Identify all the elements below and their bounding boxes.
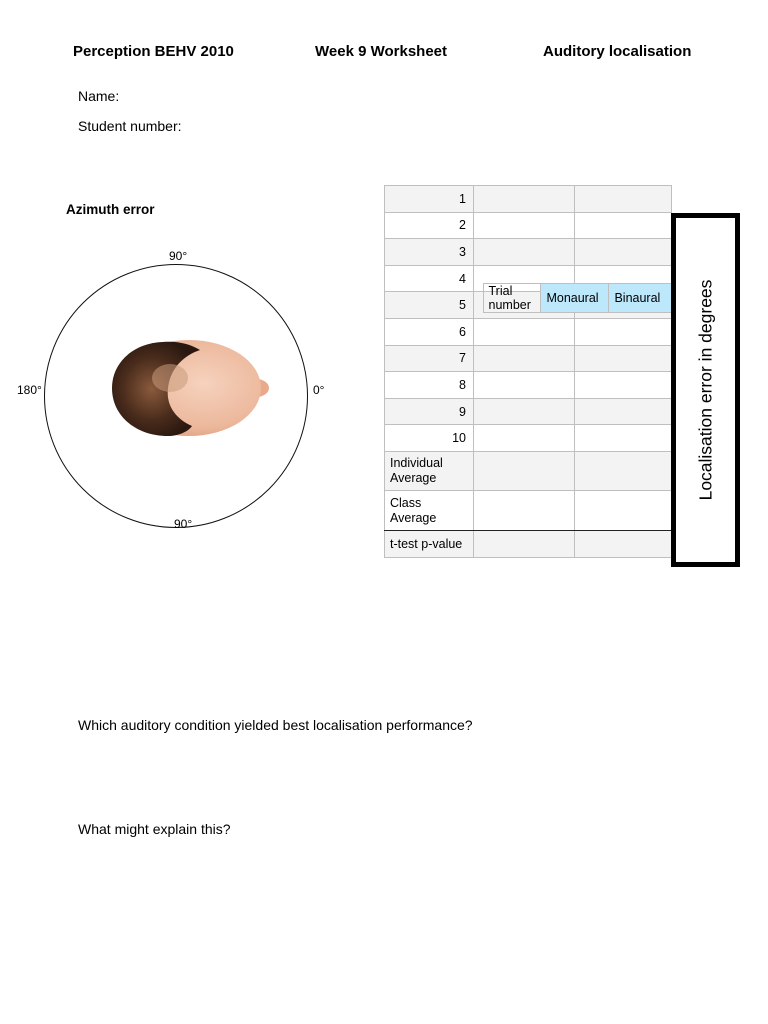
table-row: [385, 425, 672, 452]
binaural-cell[interactable]: [575, 345, 672, 372]
header-monaural: Monaural: [541, 284, 609, 313]
localisation-error-box: [671, 213, 740, 567]
monaural-cell[interactable]: [474, 372, 575, 399]
name-label: Name:: [78, 88, 120, 104]
binaural-cell[interactable]: [575, 239, 672, 266]
azimuth-error-title: Azimuth error: [66, 202, 155, 217]
worksheet-title: Week 9 Worksheet: [315, 43, 448, 60]
class-average-row: [385, 491, 672, 531]
trial-number: 2: [385, 212, 474, 239]
binaural-cell[interactable]: [575, 530, 672, 557]
header-binaural: Binaural: [609, 284, 671, 313]
binaural-cell[interactable]: [575, 491, 672, 531]
header-trial-number: Trial number: [483, 284, 541, 313]
ttest-row: [385, 530, 672, 557]
individual-average-label: Individual Average: [385, 451, 474, 491]
monaural-cell[interactable]: [474, 398, 575, 425]
binaural-cell[interactable]: [575, 318, 672, 345]
binaural-cell[interactable]: [575, 425, 672, 452]
monaural-cell[interactable]: [474, 530, 575, 557]
topic-title: Auditory localisation: [543, 43, 692, 60]
monaural-cell[interactable]: [474, 491, 575, 531]
trial-number: 5: [385, 292, 474, 319]
trial-number: 10: [385, 425, 474, 452]
table-row: [385, 318, 672, 345]
trial-number: 6: [385, 318, 474, 345]
label-180: 180°: [17, 383, 42, 397]
binaural-cell[interactable]: [575, 451, 672, 491]
trials-table: [384, 185, 672, 558]
monaural-cell[interactable]: [474, 451, 575, 491]
binaural-cell[interactable]: [575, 212, 672, 239]
azimuth-diagram: [10, 240, 340, 540]
label-90-top: 90°: [169, 249, 188, 263]
monaural-cell[interactable]: [474, 425, 575, 452]
ttest-label: t-test p-value: [385, 530, 474, 557]
table-row: [385, 398, 672, 425]
monaural-cell[interactable]: [474, 239, 575, 266]
trial-number: 3: [385, 239, 474, 266]
monaural-cell[interactable]: [474, 212, 575, 239]
monaural-cell[interactable]: [474, 186, 575, 213]
question-best-condition: Which auditory condition yielded best localisation performance?: [78, 717, 473, 733]
individual-average-row: [385, 451, 672, 491]
binaural-cell[interactable]: [575, 186, 672, 213]
table-row: [385, 372, 672, 399]
table-row: [385, 212, 672, 239]
localisation-error-label: Localisation error in degrees: [695, 279, 715, 501]
trial-number: 1: [385, 186, 474, 213]
class-average-label: Class Average: [385, 491, 474, 531]
course-title: Perception BEHV 2010: [73, 43, 234, 60]
binaural-cell[interactable]: [575, 372, 672, 399]
table-header-row: [483, 283, 672, 313]
student-number-label: Student number:: [78, 118, 182, 134]
table-row: [385, 345, 672, 372]
head-top-view-illustration: [108, 338, 274, 442]
binaural-cell[interactable]: [575, 398, 672, 425]
label-0: 0°: [313, 383, 325, 397]
trial-number: 8: [385, 372, 474, 399]
question-explanation: What might explain this?: [78, 821, 231, 837]
monaural-cell[interactable]: [474, 318, 575, 345]
monaural-cell[interactable]: [474, 345, 575, 372]
trial-number: 7: [385, 345, 474, 372]
table-row: [385, 186, 672, 213]
table-row: [385, 239, 672, 266]
trial-number: 9: [385, 398, 474, 425]
label-90-bottom: 90°: [174, 517, 193, 531]
trial-number: 4: [385, 265, 474, 292]
